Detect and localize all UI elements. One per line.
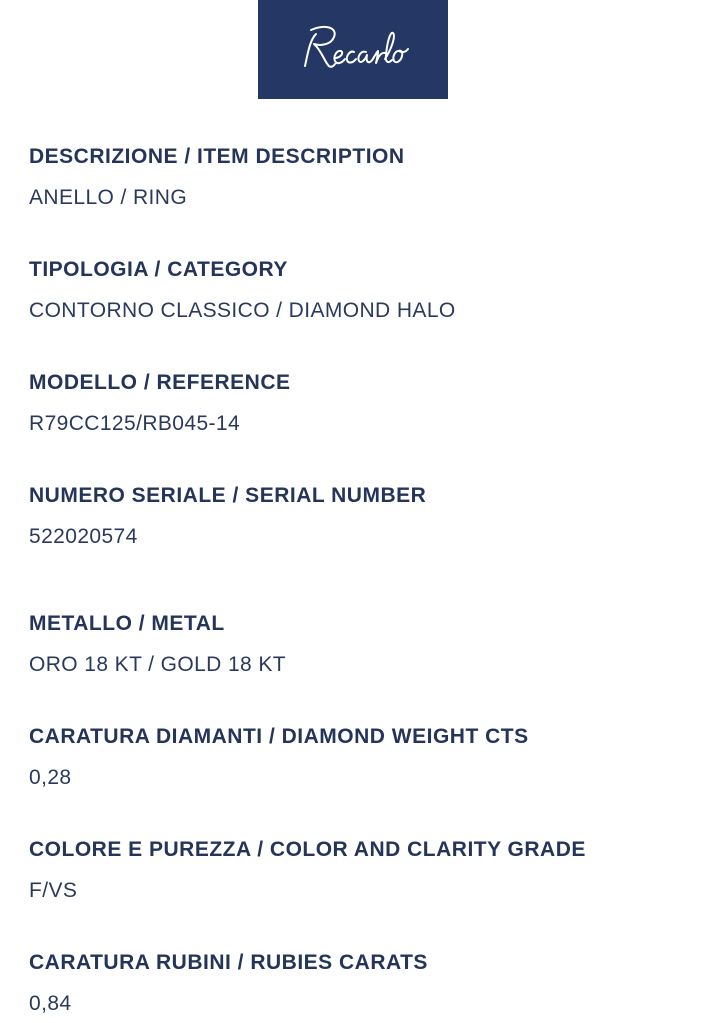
field-serial-number bbox=[29, 484, 426, 549]
field-value: CONTORNO CLASSICO / DIAMOND HALO bbox=[29, 299, 456, 322]
field-value: 522020574 bbox=[29, 525, 138, 548]
field-value: F/VS bbox=[29, 879, 78, 902]
field-label: TIPOLOGIA / CATEGORY bbox=[29, 258, 288, 281]
field-rubies-carats bbox=[29, 951, 428, 1016]
field-metal bbox=[29, 612, 286, 677]
field-value: ANELLO / RING bbox=[29, 186, 188, 209]
field-label: CARATURA DIAMANTI / DIAMOND WEIGHT CTS bbox=[29, 725, 529, 748]
field-value: 0,84 bbox=[29, 992, 72, 1015]
field-reference bbox=[29, 371, 291, 436]
field-value: R79CC125/RB045-14 bbox=[29, 412, 241, 435]
brand-logo bbox=[258, 0, 448, 99]
field-value: ORO 18 KT / GOLD 18 KT bbox=[29, 653, 286, 676]
field-label: METALLO / METAL bbox=[29, 612, 225, 635]
field-label: CARATURA RUBINI / RUBIES CARATS bbox=[29, 951, 428, 974]
field-label: DESCRIZIONE / ITEM DESCRIPTION bbox=[29, 145, 405, 168]
field-item-description bbox=[29, 145, 405, 210]
field-label: NUMERO SERIALE / SERIAL NUMBER bbox=[29, 484, 427, 507]
field-label: MODELLO / REFERENCE bbox=[29, 371, 291, 394]
field-value: 0,28 bbox=[29, 766, 72, 789]
field-diamond-weight bbox=[29, 725, 529, 790]
recarlo-script-logo-icon bbox=[258, 0, 448, 99]
field-color-clarity bbox=[29, 838, 586, 903]
field-category bbox=[29, 258, 456, 323]
field-label: COLORE E PUREZZA / COLOR AND CLARITY GRADE bbox=[29, 838, 586, 861]
